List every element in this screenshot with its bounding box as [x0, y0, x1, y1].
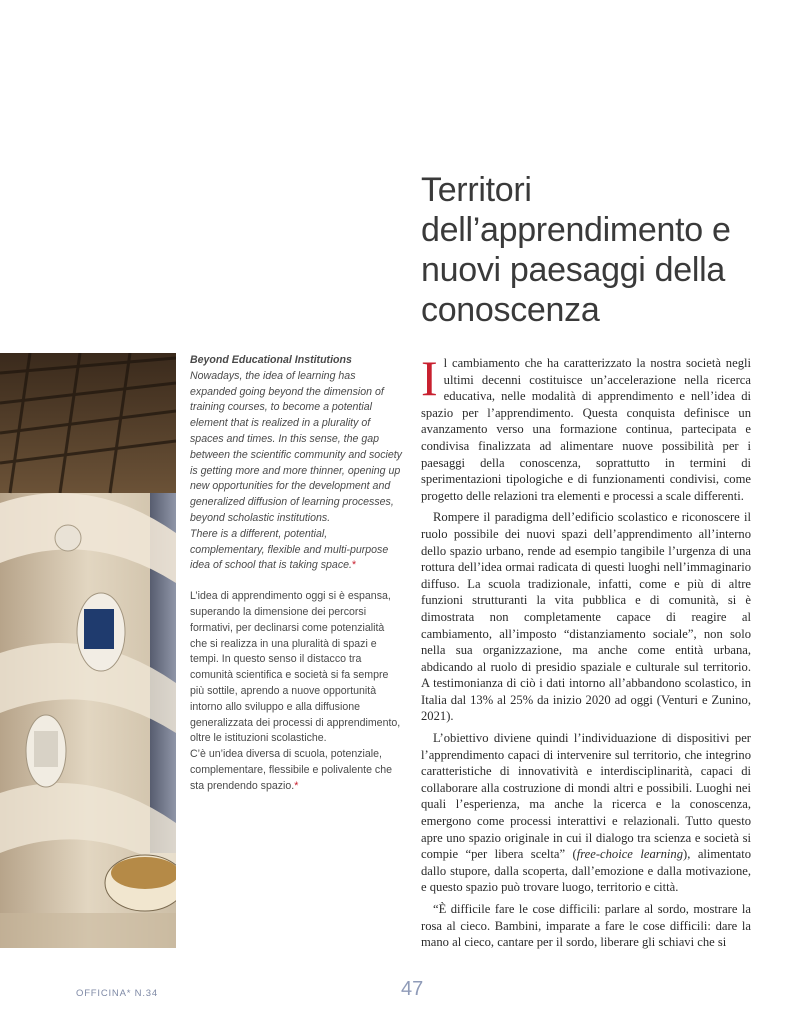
page-number: 47: [401, 978, 424, 1000]
body-paragraph-3: [421, 730, 751, 896]
abstract-italian-closing: [190, 747, 402, 794]
magazine-issue: OFFICINA* N.34: [76, 988, 158, 999]
drop-cap: I: [421, 350, 438, 406]
abstract-english: [190, 353, 402, 527]
abstract-english-closing: [190, 527, 402, 574]
body-paragraph-3-text: L’obiettivo diviene quindi l’individuazione di dispositivi per l’apprendimento capaci di intervenire sul territorio, che integrino caratteristiche di innovatività e interdisciplinarità, capaci di collaborare alla costruzione di mondi altri e possibili. Luoghi nei quali l’esperienza, ma anche la ricerca e la conoscenza, emergono come processi interattivi e relazionali. Tutto questo apre uno spazio originale in cui il dialogo tra scienza e società si compie “per libera scelta” (: [421, 731, 751, 862]
abstract-english-text: Nowadays, the idea of learning has expanded going beyond the dimension of training courses, to become a potential element that is realized in a plurality of spaces and times. In this sense, the gap between the scientific community and society is getting more and more thinner, opening up new opportunities for the development and generalized diffusion of learning processes, beyond scholastic institutions.: [190, 369, 402, 524]
abstract-italian: L’idea di apprendimento oggi si è espansa, superando la dimensione dei percorsi formativi, per declinarsi come potenzialità che si realizza in una pluralità di spazi e tempi. In questo senso il distacco tra comunità scientifica e società si fa sempre più sottile, aprendo a nuove opportunità intorno allo sviluppo e alla diffusione generalizzata dei processi di apprendimento, oltre le istituzioni scolastiche.: [190, 590, 401, 745]
body-paragraph-1-text: l cambiamento che ha caratterizzato la nostra società negli ultimi decenni costituisce un’accelerazione nella ricerca educativa, nelle modalità di apprendimento e nell’idea di spazio per l’apprendimento. Questa conquista definisce un avanzamento verso una formazione continua, partecipata e condivisa finalizzata ad alimentare nuove possibilità per i paesaggi della conoscenza, soprattutto in termini di sperimentazioni tipologiche e di funzionamenti condivisi, come progetto delle relazioni tra elementi e processi a scale differenti.: [421, 356, 751, 503]
abstract: [190, 353, 402, 795]
body-paragraph-2: Rompere il paradigma dell’edificio scolastico e riconoscere il ruolo possibile dei nuovi spazi dell’apprendimento all’interno dello spazio urbano, rende ad esempio tangibile l’urgenza di una rottura dell’idea ormai radicata di questi luoghi nell’immaginario diffuso. La scuola tradizionale, infatti, come e più di altre funzioni strutturanti la vita pubblica e di comunità, si è dimostrata non completamente capace di reagire al cambiamento, all’imposto “distanziamento sociale”, non solo nella sua organizzazione, ma anche come entità urbana, abdicando al ruolo di presidio spaziale e culturale sul territorio. A testimonianza di ciò i dati intorno all’abbandono scolastico, in Italia dal 13% al 25% da inizio 2020 ad oggi (Venturi e Zunino, 2021).: [421, 510, 751, 724]
abstract-italian-closing-text: C’è un’idea diversa di scuola, potenziale, complementare, flessibile e polivalente che sta prendendo spazio.: [190, 748, 392, 792]
article-body: [421, 350, 751, 956]
body-paragraph-4: “È difficile fare le cose difficili: parlare al sordo, mostrare la rosa al cieco. Bambini, imparate a fare le cose difficili: dare la mano al cieco, cantare per il sordo, liberare gli schiavi che si: [421, 902, 751, 950]
article-photo: [0, 353, 176, 948]
star-marker: *: [294, 779, 299, 792]
body-paragraph-1: [421, 350, 751, 504]
abstract-heading: Beyond Educational Institutions: [190, 354, 352, 366]
abstract-english-closing-text: There is a different, potential, complementary, flexible and multi-purpose idea of school that is taking space.: [190, 527, 389, 572]
star-marker: *: [351, 559, 357, 572]
article-title: Territori dell’apprendimento e nuovi paesaggi della conoscenza: [421, 171, 731, 329]
body-paragraph-3-end: ), alimentato dallo stupore, dalla scoperta, dall’emozione e dalla motivazione, e questo spazio può trovare luogo, territorio e città.: [421, 847, 751, 895]
free-choice-learning-term: free-choice learning: [576, 847, 684, 862]
